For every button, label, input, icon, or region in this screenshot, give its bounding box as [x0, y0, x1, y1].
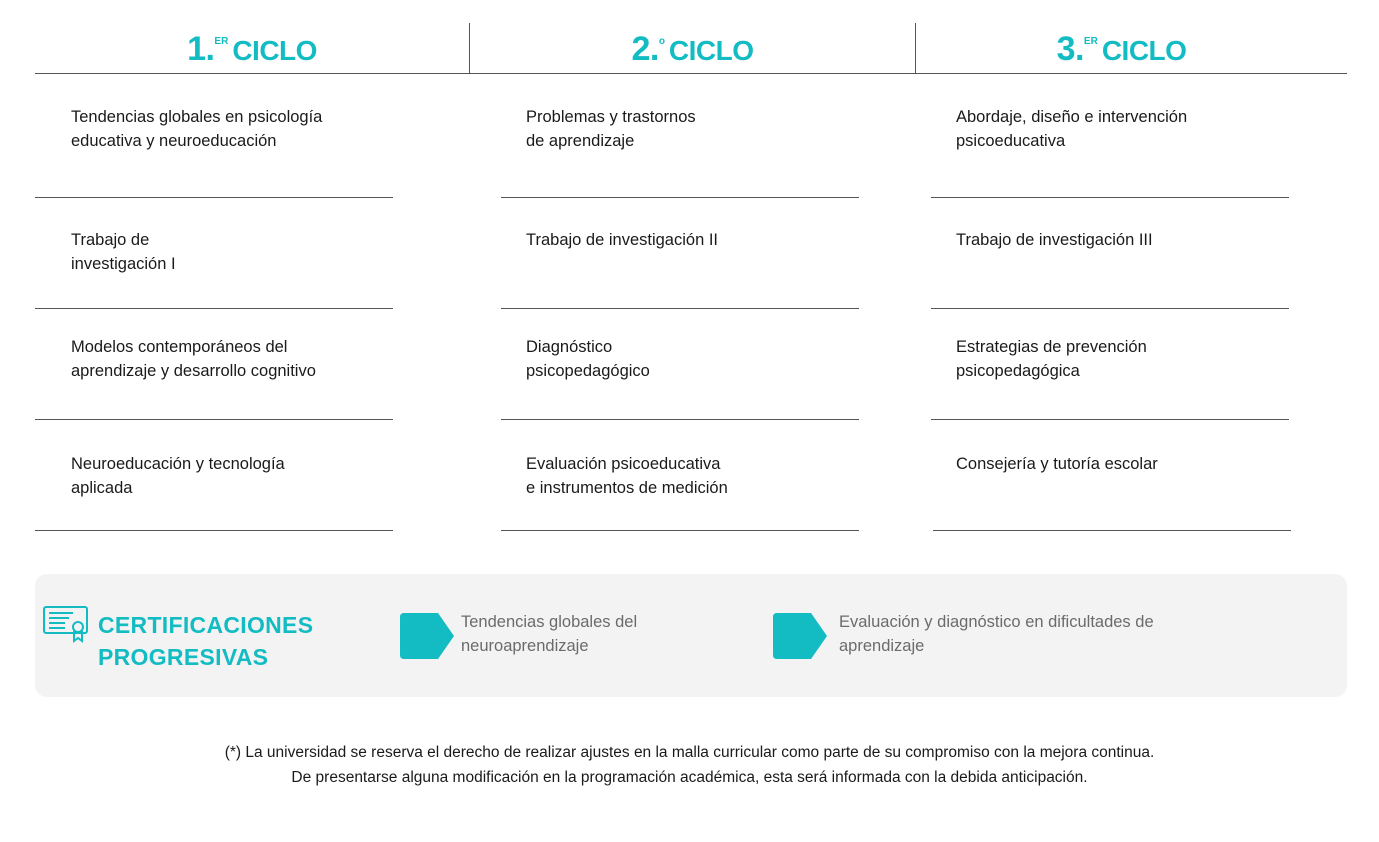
footnote-line-2: De presentarse alguna modificación en la programación académica, esta será informada con la debida anticipación.	[291, 769, 1088, 786]
cycle-number: 1.	[187, 30, 215, 68]
footnote-line-1: (*) La universidad se reserva el derecho de realizar ajustes en la malla curricular como parte de su compromiso con la mejora continua.	[224, 744, 1155, 761]
course-1-1: Tendencias globales en psicología educativa y neuroeducación	[71, 108, 323, 150]
row-divider	[501, 419, 859, 420]
cycle-word: CICLO	[1101, 35, 1187, 66]
tag-icon	[400, 613, 454, 659]
row-divider	[35, 530, 393, 531]
certification-item-1: Tendencias globales del neuroaprendizaje	[461, 613, 638, 655]
row-divider	[501, 308, 859, 309]
row-divider	[35, 419, 393, 420]
cycle-3-title	[916, 30, 1327, 70]
row-divider	[931, 419, 1289, 420]
cycle-ordinal: ER	[1083, 36, 1098, 47]
course-2-3: Diagnóstico psicopedagógico	[526, 338, 650, 380]
cycle-1-title	[35, 30, 469, 70]
certifications-title: CERTIFICACIONES PROGRESIVAS	[98, 612, 314, 670]
course-3-4: Consejería y tutoría escolar	[956, 455, 1158, 473]
course-2-4: Evaluación psicoeducativa e instrumentos de medición	[526, 455, 728, 497]
row-divider	[931, 308, 1289, 309]
certificate-icon	[43, 606, 89, 644]
course-2-1: Problemas y trastornos de aprendizaje	[526, 108, 696, 150]
tag-icon	[773, 613, 827, 659]
column-divider	[915, 23, 916, 74]
row-divider	[35, 308, 393, 309]
row-divider	[35, 197, 393, 198]
cycle-ordinal: o	[658, 36, 665, 47]
course-1-2: Trabajo de investigación I	[71, 231, 176, 273]
course-1-4: Neuroeducación y tecnología aplicada	[71, 455, 285, 497]
header-divider	[35, 73, 1347, 74]
row-divider	[933, 530, 1291, 531]
course-2-2: Trabajo de investigación II	[526, 231, 718, 249]
cycle-2-title	[470, 30, 915, 70]
column-divider	[469, 23, 470, 74]
row-divider	[501, 197, 859, 198]
course-1-3: Modelos contemporáneos del aprendizaje y desarrollo cognitivo	[71, 338, 316, 380]
cycle-word: CICLO	[668, 35, 754, 66]
course-3-1: Abordaje, diseño e intervención psicoeducativa	[956, 108, 1188, 150]
row-divider	[501, 530, 859, 531]
cycle-word: CICLO	[232, 35, 317, 66]
course-3-2: Trabajo de investigación III	[956, 231, 1153, 249]
cycle-number: 2.	[631, 30, 659, 68]
certification-item-2: Evaluación y diagnóstico en dificultades de aprendizaje	[839, 613, 1154, 655]
cycle-number: 3.	[1056, 30, 1084, 68]
row-divider	[931, 197, 1289, 198]
course-3-3: Estrategias de prevención psicopedagógica	[956, 338, 1147, 380]
cycle-ordinal: ER	[214, 36, 229, 47]
